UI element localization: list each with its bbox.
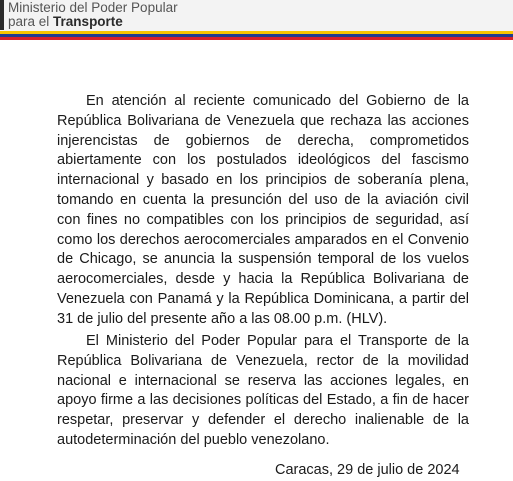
ministry-name-line2 — [8, 14, 123, 29]
statement-paragraph-2: El Ministerio del Poder Popular para el Transporte de la República Bolivariana de Venezuela, rector de la movilidad nacional e internacional se reserva las acciones legales, en apoyo firme a las decisiones políticas del Estado, a fin de hacer respetar, preservar y defender el derecho inalienable de la autodeterminación del pueblo venezolano. — [57, 333, 469, 448]
ministry-prefix: para el — [8, 14, 50, 29]
place-date-line: Caracas, 29 de julio de 2024 — [275, 462, 460, 478]
ministry-name-line1: Ministerio del Poder Popular — [8, 0, 178, 15]
ministry-logo-icon — [0, 0, 4, 30]
letterhead — [0, 0, 513, 40]
ministry-transport-label: Transporte — [53, 14, 123, 29]
statement-paragraph-1: En atención al reciente comunicado del Gobierno de la República Bolivariana de Venezuela que rechaza las acciones injerencistas de gobiernos de derecha, comprometidos abiertamente con los postulados ideológicos del fascismo internacional y basado en los principios de soberanía plena, tomando en cuenta la presunción del uso de la aviación civil con fines no compatibles con los principios de seguridad, así como los derechos aerocomerciales amparados en el Convenio de Chicago, se anuncia la suspensión temporal de los vuelos aerocomerciales, desde y hacia la República Bolivariana de Venezuela con Panamá y la República Dominicana, a partir del 31 de julio del presente año a las 08.00 p.m. (HLV). — [57, 93, 469, 327]
flag-stripe-red — [0, 37, 513, 40]
flag-stripe — [0, 31, 513, 40]
